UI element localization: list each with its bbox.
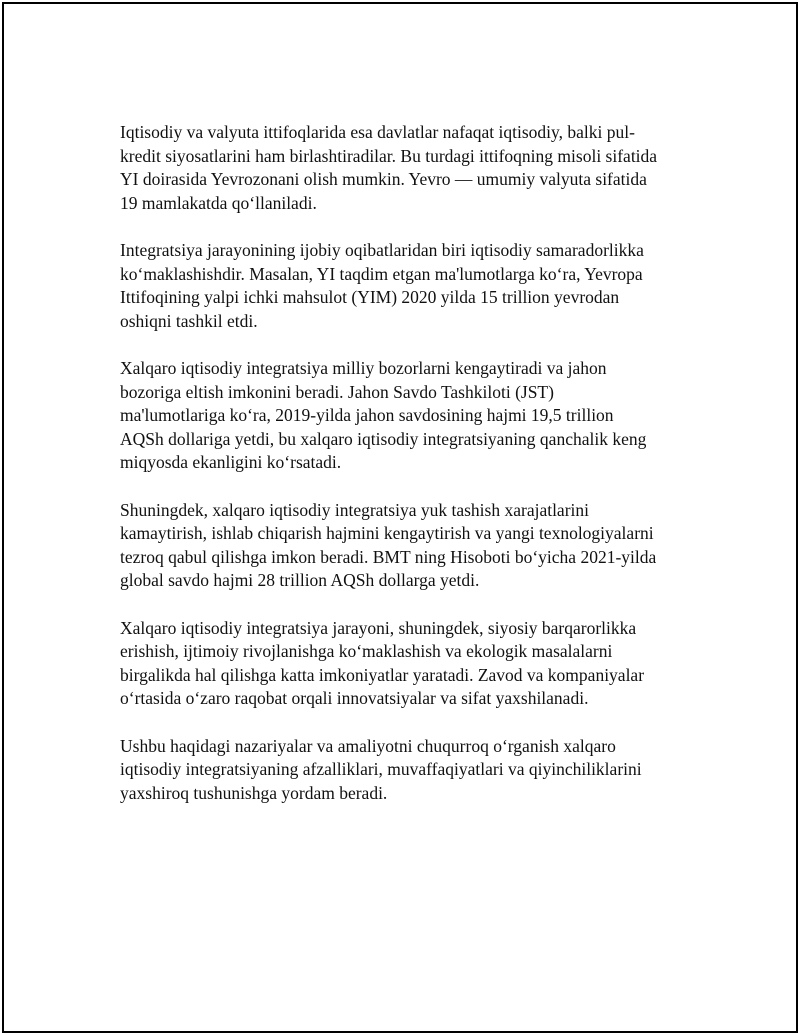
text-line: erishish, ijtimoiy rivojlanishga koʻmaklashish va ekologik masalalarni: [120, 641, 613, 661]
document-page: [2, 2, 798, 1033]
text-line: Integratsiya jarayonining ijobiy oqibatlaridan biri iqtisodiy samaradorlikka: [120, 240, 644, 260]
text-line: 19 mamlakatda qoʻllaniladi.: [120, 192, 317, 213]
paragraph-economic-efficiency: [120, 239, 700, 333]
text-line: ma'lumotlariga koʻra, 2019-yilda jahon savdosining hajmi 19,5 trillion: [120, 405, 614, 425]
text-line: kredit siyosatlarini ham birlashtiradilar. Bu turdagi ittifoqning misoli sifatida: [120, 145, 658, 166]
text-line: yaxshiroq tushunishga yordam beradi.: [120, 782, 388, 803]
text-line: oʻrtasida oʻzaro raqobat orqali innovatsiyalar va sifat yaxshilanadi.: [120, 688, 589, 708]
text-line: YI doirasida Yevrozonani olish mumkin. Yevro — umumiy valyuta sifatida: [120, 169, 647, 189]
paragraph-transport-costs: [120, 499, 700, 593]
text-line: AQSh dollariga yetdi, bu xalqaro iqtisodiy integratsiyaning qanchalik keng: [120, 428, 647, 449]
text-line: Ittifoqining yalpi ichki mahsulot (YIM) 2020 yilda 15 trillion yevrodan: [120, 287, 620, 307]
paragraph-political-stability: [120, 617, 700, 711]
text-line: oshiqni tashkil etdi.: [120, 310, 258, 331]
text-line: Xalqaro iqtisodiy integratsiya milliy bozorlarni kengaytiradi va jahon: [120, 358, 607, 378]
text-line: Ushbu haqidagi nazariyalar va amaliyotni chuqurroq oʻrganish xalqaro: [120, 735, 616, 756]
paragraph-national-markets: [120, 357, 700, 475]
text-line: miqyosda ekanligini koʻrsatadi.: [120, 452, 342, 472]
text-line: tezroq qabul qilishga imkon beradi. BMT ning Hisoboti boʻyicha 2021-yilda: [120, 546, 657, 567]
text-line: global savdo hajmi 28 trillion AQSh dollarga yetdi.: [120, 570, 480, 590]
paragraph-conclusion: [120, 735, 700, 806]
text-line: kamaytirish, ishlab chiqarish hajmini kengaytirish va yangi texnologiyalarni: [120, 523, 654, 543]
text-line: Shuningdek, xalqaro iqtisodiy integratsiya yuk tashish xarajatlarini: [120, 499, 590, 520]
text-line: Xalqaro iqtisodiy integratsiya jarayoni, shuningdek, siyosiy barqarorlikka: [120, 617, 637, 638]
document-body: [120, 121, 700, 829]
text-line: birgalikda hal qilishga katta imkoniyatlar yaratadi. Zavod va kompaniyalar: [120, 664, 645, 685]
text-line: koʻmaklashishdir. Masalan, YI taqdim etgan ma'lumotlarga koʻra, Yevropa: [120, 263, 643, 284]
paragraph-monetary-union: [120, 121, 700, 215]
text-line: Iqtisodiy va valyuta ittifoqlarida esa davlatlar nafaqat iqtisodiy, balki pul-: [120, 122, 635, 142]
text-line: iqtisodiy integratsiyaning afzalliklari, muvaffaqiyatlari va qiyinchiliklarini: [120, 759, 642, 779]
text-line: bozoriga eltish imkonini beradi. Jahon Savdo Tashkiloti (JST): [120, 381, 554, 402]
